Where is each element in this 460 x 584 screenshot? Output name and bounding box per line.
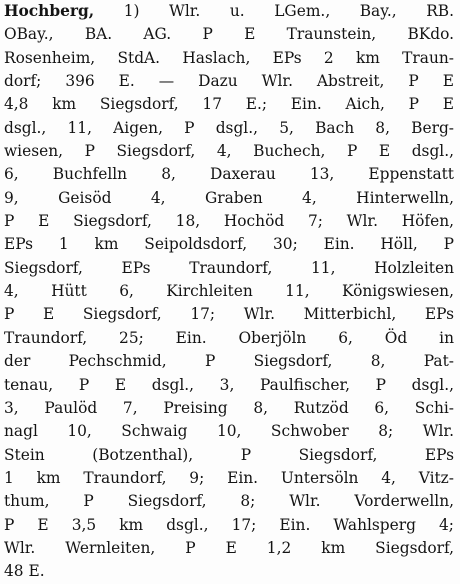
entry-line: 4,8 km Siegsdorf, 17 E.; Ein. Aich, P E	[4, 95, 454, 114]
entry-line: P E 3,5 km dsgl., 17; Ein. Wahlsperg 4;	[4, 515, 454, 534]
entry-first-line-text: 1) Wlr. u. LGem., Bay., RB.	[94, 2, 454, 20]
entry-line: P E Siegsdorf, 17; Wlr. Mitterbichl, EPs	[4, 305, 454, 324]
entry-line: 1 km Traundorf, 9; Ein. Untersöln 4, Vitz-	[4, 468, 454, 487]
entry-line: P E Siegsdorf, 18, Hochöd 7; Wlr. Höfen,	[4, 212, 454, 231]
entry-headword: Hochberg,	[4, 2, 95, 20]
entry-line-last: 48 E.	[4, 562, 45, 581]
entry-line: wiesen, P Siegsdorf, 4, Buchech, P E dsgl.,	[4, 142, 454, 161]
entry-line: der Pechschmid, P Siegsdorf, 8, Pat-	[4, 352, 454, 371]
gazetteer-entry-hochberg	[4, 0, 454, 584]
entry-line: 6, Buchfelln 8, Daxerau 13, Eppenstatt	[4, 165, 454, 184]
entry-line: Rosenheim, StdA. Haslach, EPs 2 km Traun-	[4, 48, 454, 67]
entry-line: OBay., BA. AG. P E Traunstein, BKdo.	[4, 25, 454, 44]
entry-line: nagl 10, Schwaig 10, Schwober 8; Wlr.	[4, 422, 454, 441]
entry-line: Siegsdorf, EPs Traundorf, 11, Holzleiten	[4, 258, 454, 277]
entry-line-1	[4, 0, 454, 23]
entry-line: Stein (Botzenthal), P Siegsdorf, EPs	[4, 445, 454, 464]
entry-line: EPs 1 km Seipoldsdorf, 30; Ein. Höll, P	[4, 235, 454, 254]
entry-line: Wlr. Wernleiten, P E 1,2 km Siegsdorf,	[4, 538, 454, 557]
entry-line: Traundorf, 25; Ein. Oberjöln 6, Öd in	[4, 328, 454, 347]
entry-line: thum, P Siegsdorf, 8; Wlr. Vorderwelln,	[4, 492, 454, 511]
entry-line: 9, Geisöd 4, Graben 4, Hinterwelln,	[4, 188, 454, 207]
entry-line: dsgl., 11, Aigen, P dsgl., 5, Bach 8, Berg-	[4, 118, 454, 137]
entry-line: 4, Hütt 6, Kirchleiten 11, Königswiesen,	[4, 282, 454, 301]
entry-line: 3, Paulöd 7, Preising 8, Rutzöd 6, Schi-	[4, 398, 454, 417]
entry-line: tenau, P E dsgl., 3, Paulfischer, P dsgl.,	[4, 375, 454, 394]
entry-line: dorf; 396 E. — Dazu Wlr. Abstreit, P E	[4, 72, 454, 91]
